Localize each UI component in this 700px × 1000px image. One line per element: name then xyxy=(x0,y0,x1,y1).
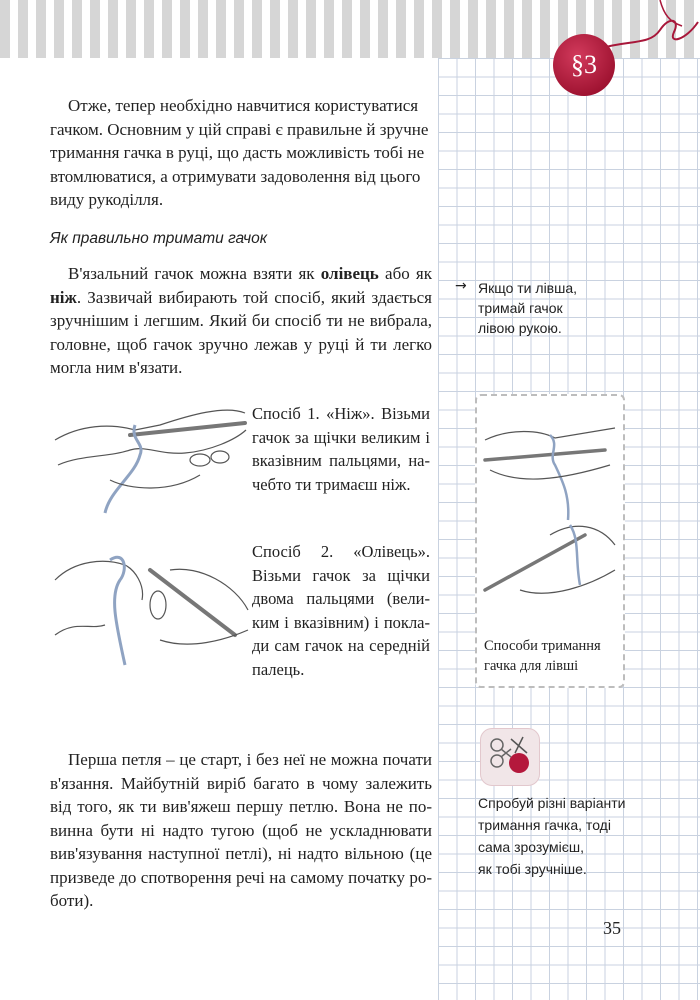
section-badge: §3 xyxy=(553,34,615,96)
pencil-grip-illustration xyxy=(50,540,250,670)
lefty-note: Якщо ти лівша, тримай гачок лівою рукою. xyxy=(478,280,578,336)
yarn-string-decoration xyxy=(600,0,700,70)
tip-note: Спробуй різні варіанти тримання гачка, тоді сама зрозумієш, як тобі зручніше. xyxy=(478,795,626,877)
first-loop-paragraph: Перша петля – це старт, і без неї не можна почати в'язання. Майбутній виріб багато в чому залежить від того, як ти вив'яжеш першу петлю. Вона не по-винна бути ні надто тугою (щоб не ускладнювати вив'язування наступної петлі), ні надто вільною (це призведе до спотворення речі на самому початку ро-боти). xyxy=(50,750,432,910)
method-2-text: Спосіб 2. «Олівець». Візьми гачок за щічки двома пальцями (вели-ким і вказівним) і покла-ди сам гачок на середній палець. xyxy=(252,542,430,679)
arrow-icon: → xyxy=(455,278,467,294)
crochet-tools-icon xyxy=(480,728,540,786)
section-heading: Як правильно тримати гачок xyxy=(50,230,268,247)
knife-grip-illustration xyxy=(50,395,250,515)
page-number: 35 xyxy=(603,918,621,938)
method-1-text: Спосіб 1. «Ніж». Візьми гачок за щічки великим і вказівним пальцями, на-чебто ти тримаєш ніж. xyxy=(252,404,430,494)
intro-paragraph: Отже, тепер необхідно навчитися користуватися гачком. Основним у цій справі є правильне й зручне тримання гачка в руці, що дасть можливість тобі не втомлюватися, а отримувати задоволення від цього виду рукоділля. xyxy=(50,96,429,209)
holding-paragraph: В'язальний гачок можна взяти як олівець або як ніж. Зазвичай вибирають той спосіб, який здається зручнішим і легшим. Який би спосіб ти не вибрала, головне, щоб гачок зручно лежав у руці й ти легко могла ним в'язати. xyxy=(50,264,433,377)
frame-caption: Способи тримання гачка для лівші xyxy=(484,638,601,674)
lefty-grip-illustrations xyxy=(480,410,620,620)
